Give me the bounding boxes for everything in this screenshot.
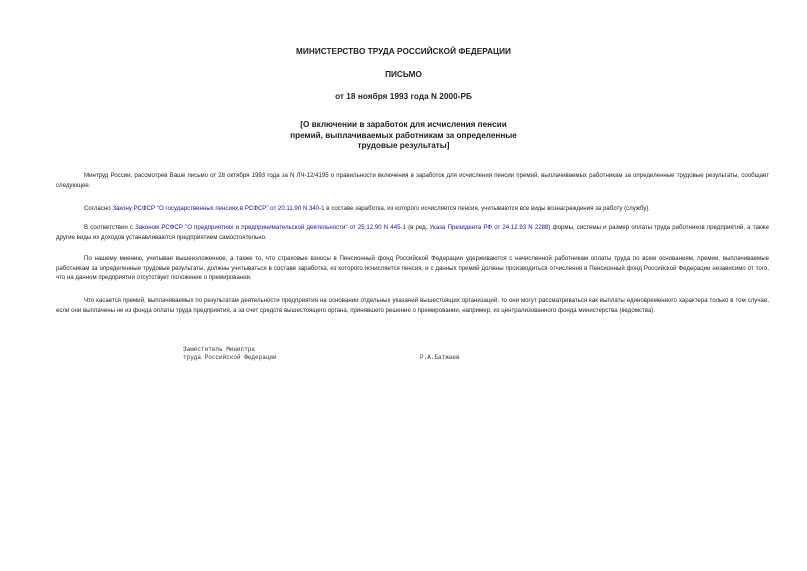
- signatory-position-line-2: труда Российской Федерации: [183, 354, 277, 361]
- paragraph-5: Что касается премий, выплачиваемых по результатам деятельности предприятия на основании отдельных указаний вышестоящих организаций, то они могут рассматриваться как выплаты единовременного характера только в том случае, если они выплачены не из фонда оплаты труда предприятия, а за счет средств вышестоящего органа, принявшего решение о премировании, например, из централизованного фонда министерства (ведомства).: [56, 297, 769, 314]
- paragraph-text: Согласно: [84, 205, 113, 212]
- paragraph-1: Минтруд России, рассмотрев Ваше письмо от 28 октября 1993 года за N ЛЧ-12/4195 о правильности включения в заработок для исчисления пенсии премий, выплачиваемых работникам за определенные трудовые результаты, сообщает следующее.: [56, 172, 769, 189]
- subject-line: [О включении в заработок для исчисления пенсии: [300, 120, 507, 129]
- subject-line: трудовые результаты]: [357, 141, 450, 151]
- paragraph-2: [56, 204, 769, 214]
- law-pensions-link[interactable]: Закону РСФСР "О государственных пенсиях в РСФСР" от 20.11.90 N 340-1: [112, 205, 325, 212]
- subject-line: премий, выплачиваемых работникам за определенные: [290, 130, 517, 140]
- paragraph-4: По нашему мнению, учитывая вышеизложенное, а также то, что страховые взносы в Пенсионный фонд Российской Федерации удерживаются с начисленной работникам оплаты труда по всем основаниям, премии, выплачиваемые работникам за определенные трудовые результаты, должны учитываться в составе заработка, из которого исчисляется пенсия, и с данных премий должны производиться отчисления в Пенсионный фонд Российской Федерации независимо от того, что на данном предприятии отсутствует положение о премировании.: [56, 255, 769, 282]
- document-subject: [0, 120, 807, 152]
- paragraph-text: В соответствии с: [84, 224, 136, 231]
- paragraph-text: (в ред.: [405, 224, 430, 231]
- paragraph-text: в составе заработка, из которого исчисляется пенсия, учитываются все виды вознаграждения за работу (службу).: [324, 205, 651, 212]
- paragraph-3: [56, 223, 769, 242]
- signatory-position-line-1: Заместитель Министра: [183, 346, 256, 353]
- law-enterprises-link[interactable]: Законом РСФСР "О предприятиях и предпринимательской деятельности" от 25.12.90 N 445-1: [135, 224, 406, 231]
- paragraph-text: ) формы, системы и размер оплаты труда работников предприятий, а также другие виды их доходов устанавливаются предприятием самостоятельно.: [56, 224, 769, 241]
- ministry-heading: МИНИСТЕРСТВО ТРУДА РОССИЙСКОЙ ФЕДЕРАЦИИ: [296, 47, 511, 56]
- presidential-decree-link[interactable]: Указа Президента РФ от 24.12.93 N 2288: [429, 224, 549, 231]
- document-date-number: от 18 ноября 1993 года N 2000-РБ: [335, 92, 472, 101]
- document-type-heading: ПИСЬМО: [385, 70, 422, 79]
- signatory-name: Р.А.Батжаев: [420, 354, 460, 361]
